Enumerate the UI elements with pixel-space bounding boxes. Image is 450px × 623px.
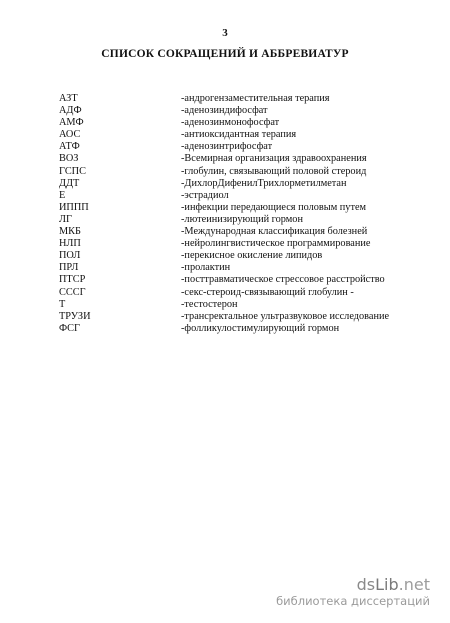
watermark-subtitle: библиотека диссертаций: [276, 594, 430, 608]
definition: -андрогензаместительная терапия: [181, 93, 330, 104]
abbreviation: Е: [59, 189, 66, 201]
abbreviation: ГСПС: [59, 165, 86, 177]
definition: -эстрадиол: [181, 189, 229, 201]
abbreviation: СССГ: [59, 286, 86, 298]
abbreviation: НЛП: [59, 238, 81, 250]
page-title: СПИСОК СОКРАЩЕНИЙ И АББРЕВИАТУР: [101, 48, 349, 60]
list-item: [0, 323, 450, 335]
list-item: [0, 166, 450, 178]
definition: -лютеинизирующий гормон: [181, 213, 303, 225]
page-number: 3: [222, 27, 228, 39]
definition: -нейролингвистическое программирование: [181, 238, 371, 250]
list-item: [0, 226, 450, 238]
list-item: [0, 238, 450, 250]
definition: -тестостерон: [181, 298, 238, 310]
list-item: [0, 117, 450, 129]
list-item: [0, 105, 450, 117]
abbreviation: АОС: [59, 129, 81, 141]
definition: -антиоксидантная терапия: [181, 129, 297, 141]
definition: -фолликулостимулирующий гормон: [181, 322, 340, 334]
definition: -перекисное окисление липидов: [181, 250, 323, 262]
abbreviation: ИППП: [59, 201, 89, 213]
definition: -ДихлорДифенилТрихлорметилметан: [181, 177, 347, 189]
definition: -аденозиндифосфат: [181, 105, 268, 117]
abbreviation: ФСГ: [59, 322, 80, 334]
abbreviation: ТРУЗИ: [59, 310, 91, 322]
definition: -Международная классификация болезней: [181, 226, 368, 238]
list-item: [0, 202, 450, 214]
list-item: [0, 262, 450, 274]
abbreviation: ПРЛ: [59, 262, 79, 274]
definition: -инфекции передающиеся половым путем: [181, 201, 367, 213]
list-item: [0, 274, 450, 286]
abbreviation: АМФ: [59, 117, 84, 129]
definition: -посттравматическое стрессовое расстройство: [181, 274, 385, 286]
abbreviation: МКБ: [59, 226, 81, 238]
list-item: [0, 311, 450, 323]
abbreviation: ПТСР: [59, 274, 86, 286]
list-item: [0, 153, 450, 165]
list-item: [0, 129, 450, 141]
watermark-logo: dsLib.net: [356, 575, 430, 594]
definition: -Всемирная организация здравоохранения: [181, 153, 367, 165]
definition: -трансректальное ультразвуковое исследование: [181, 310, 390, 322]
list-item: [0, 299, 450, 311]
definition: -пролактин: [181, 262, 231, 274]
list-item: [0, 287, 450, 299]
list-item: [0, 178, 450, 190]
abbreviation-list: [0, 93, 450, 335]
abbreviation: АТФ: [59, 141, 80, 153]
list-item: [0, 141, 450, 153]
list-item: [0, 190, 450, 202]
abbreviation: ПОЛ: [59, 250, 81, 262]
abbreviation: ЛГ: [59, 213, 72, 225]
definition: -секс-стероид-связывающий глобулин -: [181, 286, 354, 298]
definition: -аденозинтрифосфат: [181, 141, 273, 153]
list-item: [0, 250, 450, 262]
watermark: [276, 576, 430, 608]
definition: -аденозинмонофосфат: [181, 117, 280, 129]
list-item: [0, 214, 450, 226]
abbreviation: АЗТ: [59, 93, 78, 104]
abbreviation: АДФ: [59, 105, 82, 117]
list-item: [0, 93, 450, 105]
definition: -глобулин, связывающий половой стероид: [181, 165, 367, 177]
abbreviation: ДДТ: [59, 177, 80, 189]
abbreviation: ВОЗ: [59, 153, 79, 165]
abbreviation: Т: [59, 298, 66, 310]
